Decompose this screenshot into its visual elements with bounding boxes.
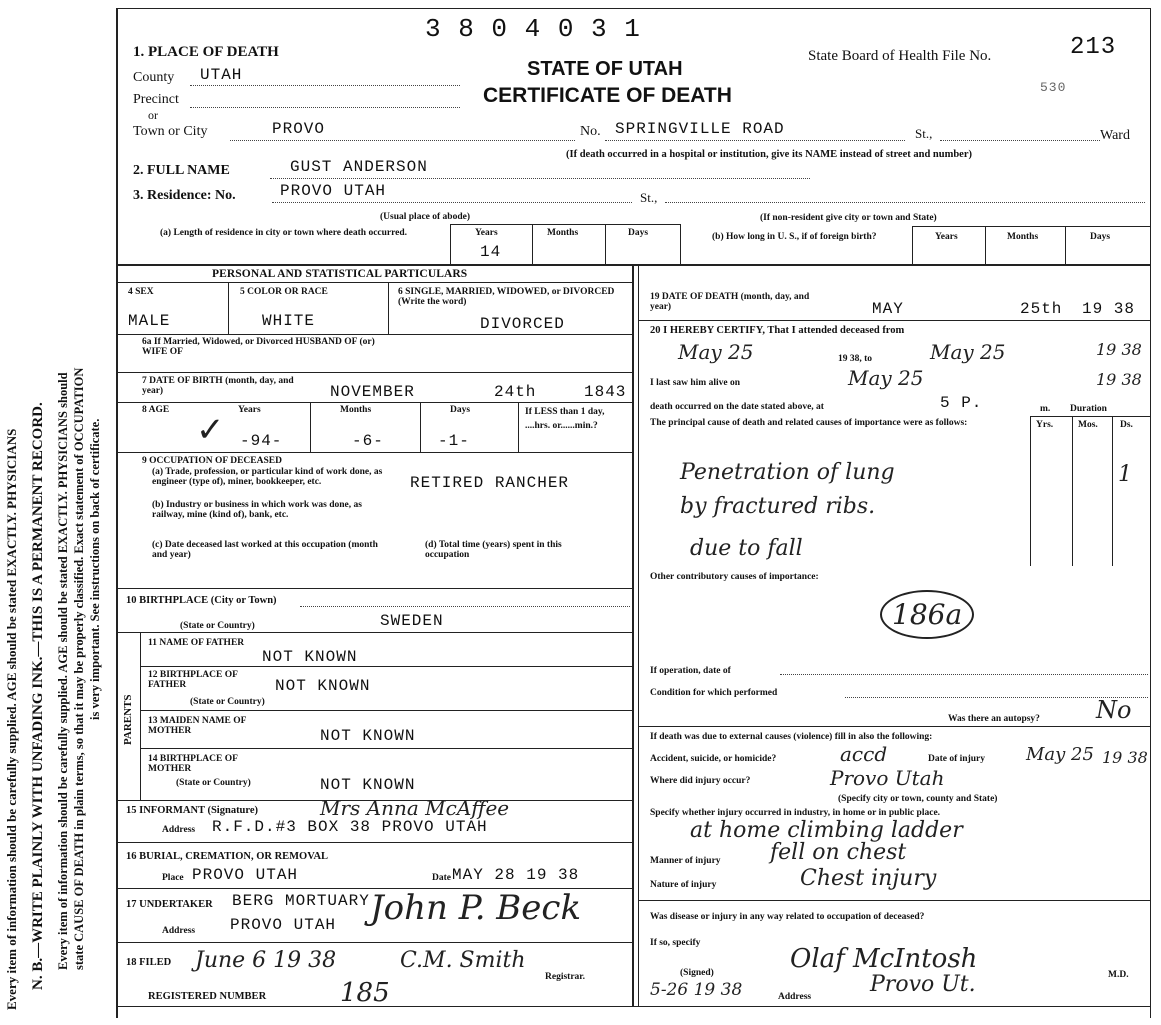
- informant-address: R.F.D.#3 BOX 38 PROVO UTAH: [212, 818, 488, 836]
- nonresident-note: (If non-resident give city or town and State): [760, 213, 937, 223]
- residence-st: St.,: [640, 190, 658, 205]
- occupation-c-label: (c) Date deceased last worked at this occupation (month and year): [152, 540, 378, 560]
- attended-to-year: 19 38: [1096, 340, 1142, 359]
- dur-yrs-label: Yrs.: [1036, 420, 1054, 430]
- physician-address: Provo Ut.: [870, 972, 976, 997]
- occupation-b-label: (b) Industry or business in which work was done, as railway, mine (kind of), bank, etc.: [152, 500, 362, 520]
- registered-number: 185: [340, 978, 390, 1008]
- sex-value: MALE: [128, 312, 171, 330]
- cause-line-1: Penetration of lung: [680, 460, 895, 485]
- mother-label: 13 MAIDEN NAME OF MOTHER: [148, 716, 247, 736]
- injury-year: 19 38: [1102, 748, 1148, 767]
- injury-date: May 25: [1026, 744, 1094, 765]
- st-label: St.,: [915, 126, 933, 141]
- physician-address-label: Address: [778, 992, 812, 1002]
- birthplace-label: 10 BIRTHPLACE (City or Town): [126, 595, 277, 606]
- serial-number: 3 8 0 4 0 3 1: [425, 14, 641, 44]
- residence-value: PROVO UTAH: [280, 182, 387, 200]
- age-months: -6-: [352, 432, 384, 450]
- cause-line-2: by fractured ribs.: [680, 494, 876, 519]
- us-label: (b) How long in U. S., if of foreign birth?: [712, 232, 877, 242]
- signed-date: 5-26 19 38: [650, 980, 743, 1000]
- precinct-label: Precinct: [133, 92, 179, 107]
- age-years-label: Years: [238, 405, 261, 415]
- color-value: WHITE: [262, 312, 316, 330]
- cause-line-3: due to fall: [690, 536, 803, 561]
- us-years-header: Years: [935, 232, 958, 242]
- occupation-value: RETIRED RANCHER: [410, 474, 570, 492]
- injury-date-label: Date of injury: [928, 754, 985, 764]
- dur-ds-label: Ds.: [1120, 420, 1133, 430]
- father-label: 11 NAME OF FATHER: [148, 638, 245, 648]
- less-than-label: If LESS than 1 day, ....hrs. or......min.?: [525, 407, 605, 431]
- last-saw-year: 19 38: [1096, 370, 1142, 389]
- days-header: Days: [628, 228, 649, 238]
- burial-date-label: Date: [432, 873, 451, 883]
- occupation-d-label: (d) Total time (years) spent in this occupation: [425, 540, 562, 560]
- side-note-4: state CAUSE OF DEATH in plain terms, so that it may be properly classified. Exact statement of OCCUPATION: [72, 367, 86, 970]
- filed-label: 18 FILED: [126, 957, 172, 968]
- industry-answer: at home climbing ladder: [690, 818, 963, 843]
- related-label: Was disease or injury in any way related to occupation of deceased?: [650, 912, 925, 922]
- file-number: 213: [1070, 34, 1117, 61]
- father-value: NOT KNOWN: [262, 648, 358, 666]
- where-answer: Provo Utah: [830, 766, 945, 790]
- street-no-label: No.: [580, 124, 601, 139]
- informant-signature: Mrs Anna McAffee: [320, 796, 510, 820]
- hand-number: 530: [1040, 80, 1067, 95]
- certificate-title: CERTIFICATE OF DEATH: [483, 84, 732, 107]
- dod-label: 19 DATE OF DEATH (month, day, and year): [650, 292, 810, 312]
- occupation-label: 9 OCCUPATION OF DECEASED: [142, 456, 282, 466]
- registrar-label: Registrar.: [545, 972, 586, 982]
- county-value: UTAH: [200, 66, 243, 84]
- residence-label: 3. Residence: No.: [133, 188, 236, 203]
- to-label: 19 38, to: [838, 354, 873, 364]
- undertaker-address: PROVO UTAH: [230, 916, 337, 934]
- md-label: M.D.: [1108, 970, 1129, 980]
- dob-label: 7 DATE OF BIRTH (month, day, and year): [142, 376, 294, 396]
- attended-from: May 25: [678, 340, 754, 364]
- file-label: State Board of Health File No.: [808, 48, 992, 64]
- external-label: If death was due to external causes (violence) fill in also the following:: [650, 732, 933, 742]
- industry-label: Specify whether injury occurred in industry, in home or in public place.: [650, 808, 941, 818]
- filed-date: June 6 19 38: [195, 948, 337, 973]
- residence-years: 14: [480, 243, 502, 261]
- dod-month: MAY: [872, 300, 904, 318]
- town-label: Town or City: [133, 124, 208, 139]
- specify-place-label: (Specify city or town, county and State): [838, 794, 998, 804]
- m-label: m.: [1040, 404, 1051, 414]
- occupation-a-label: (a) Trade, profession, or particular kind of work done, as engineer (type of), miner, bookkeeper, etc.: [152, 467, 383, 487]
- parents-label: PARENTS: [122, 694, 134, 745]
- color-label: 5 COLOR OR RACE: [240, 287, 328, 297]
- father-state-country: (State or Country): [190, 697, 265, 707]
- ward-label: Ward: [1100, 128, 1130, 143]
- operation-label: If operation, date of: [650, 666, 731, 676]
- months-header: Months: [547, 228, 579, 238]
- mother-value: NOT KNOWN: [320, 727, 416, 745]
- last-saw-label: I last saw him alive on: [650, 378, 740, 388]
- street-value: SPRINGVILLE ROAD: [615, 120, 785, 138]
- cause-code: 186a: [880, 590, 974, 639]
- age-days: -1-: [438, 432, 470, 450]
- spouse-label: 6a If Married, Widowed, or Divorced HUSBAND OF (or) WIFE OF: [142, 337, 375, 357]
- burial-place: PROVO UTAH: [192, 866, 299, 884]
- age-days-label: Days: [450, 405, 471, 415]
- burial-place-label: Place: [162, 873, 184, 883]
- birthplace-value: SWEDEN: [380, 612, 444, 630]
- dob-day: 24th: [494, 383, 537, 401]
- registered-number-label: REGISTERED NUMBER: [148, 991, 267, 1002]
- undertaker-address-label: Address: [162, 926, 196, 936]
- informant-label: 15 INFORMANT (Signature): [126, 805, 259, 816]
- death-time: 5 P.: [940, 394, 983, 412]
- marital-value: DIVORCED: [480, 315, 565, 333]
- condition-label: Condition for which performed: [650, 688, 778, 698]
- mother-birth-label: 14 BIRTHPLACE OF MOTHER: [148, 754, 238, 774]
- dod-year: 19 38: [1082, 300, 1136, 318]
- undertaker-signature: John P. Beck: [370, 888, 582, 928]
- side-note-2: N. B.—WRITE PLAINLY WITH UNFADING INK.—THIS IS A PERMANENT RECORD.: [30, 402, 46, 990]
- autopsy-answer: No: [1096, 696, 1132, 724]
- us-months-header: Months: [1007, 232, 1039, 242]
- contributory-label: Other contributory causes of importance:: [650, 572, 819, 582]
- if-so-label: If so, specify: [650, 938, 701, 948]
- full-name-value: GUST ANDERSON: [290, 158, 428, 176]
- undertaker-label: 17 UNDERTAKER: [126, 899, 213, 910]
- personal-header: PERSONAL AND STATISTICAL PARTICULARS: [212, 268, 468, 280]
- nature-label: Nature of injury: [650, 880, 717, 890]
- father-birth-label: 12 BIRTHPLACE OF FATHER: [148, 670, 238, 690]
- age-check-mark: ✓: [196, 410, 225, 450]
- dob-month: NOVEMBER: [330, 383, 415, 401]
- attended-to: May 25: [930, 340, 1006, 364]
- dob-year: 1843: [584, 383, 627, 401]
- mother-birth-value: NOT KNOWN: [320, 776, 416, 794]
- usual-abode: (Usual place of abode): [380, 212, 470, 222]
- dur-mos-label: Mos.: [1078, 420, 1098, 430]
- age-months-label: Months: [340, 405, 372, 415]
- registrar-signature: C.M. Smith: [400, 948, 526, 973]
- duration-label: Duration: [1070, 404, 1107, 414]
- where-label: Where did injury occur?: [650, 776, 751, 786]
- age-years: -94-: [240, 432, 283, 450]
- full-name-label: 2. FULL NAME: [133, 163, 230, 178]
- birth-state-country: (State or Country): [180, 621, 255, 631]
- sex-label: 4 SEX: [128, 287, 154, 297]
- side-note-1: Every item of information should be carefully supplied. AGE should be stated EXACTLY. PHYSICIANS: [4, 428, 19, 1010]
- us-days-header: Days: [1090, 232, 1111, 242]
- age-label: 8 AGE: [142, 405, 170, 415]
- nature-answer: Chest injury: [800, 866, 937, 891]
- informant-address-label: Address: [162, 825, 196, 835]
- side-note-3: Every item of information should be carefully supplied. AGE should be stated EXACTLY. PHYSICIANS should: [56, 372, 70, 970]
- length-residence-label: (a) Length of residence in city or town where death occurred.: [160, 228, 408, 238]
- county-label: County: [133, 70, 175, 85]
- cause-label: The principal cause of death and related causes of importance were as follows:: [650, 418, 968, 428]
- side-note-5: is very important. See instructions on back of certificate.: [88, 418, 102, 720]
- burial-label: 16 BURIAL, CREMATION, OR REMOVAL: [126, 851, 329, 862]
- burial-date: MAY 28 19 38: [452, 866, 580, 884]
- father-birth-value: NOT KNOWN: [275, 677, 371, 695]
- dur-days-value: 1: [1118, 462, 1132, 487]
- physician-signature: Olaf McIntosh: [790, 944, 978, 974]
- signed-label: (Signed): [680, 968, 714, 978]
- dod-day: 25th: [1020, 300, 1063, 318]
- state-heading: STATE OF UTAH: [527, 58, 683, 80]
- accident-answer: accd: [840, 742, 888, 766]
- marital-label: 6 SINGLE, MARRIED, WIDOWED, or DIVORCED (Write the word): [398, 287, 615, 307]
- hospital-note: (If death occurred in a hospital or institution, give its NAME instead of street and number): [566, 149, 973, 160]
- manner-answer: fell on chest: [770, 840, 907, 865]
- place-section-label: 1. PLACE OF DEATH: [133, 44, 279, 60]
- occurred-label: death occurred on the date stated above, at: [650, 402, 824, 412]
- mother-state-country: (State or Country): [176, 778, 251, 788]
- undertaker-value: BERG MORTUARY: [232, 892, 370, 910]
- autopsy-label: Was there an autopsy?: [948, 714, 1040, 724]
- accident-label: Accident, suicide, or homicide?: [650, 754, 777, 764]
- town-value: PROVO: [272, 120, 326, 138]
- or-label: or: [148, 108, 158, 122]
- years-header: Years: [475, 228, 498, 238]
- last-saw-date: May 25: [848, 366, 924, 390]
- certify-label: 20 I HEREBY CERTIFY, That I attended deceased from: [650, 325, 905, 336]
- manner-label: Manner of injury: [650, 856, 721, 866]
